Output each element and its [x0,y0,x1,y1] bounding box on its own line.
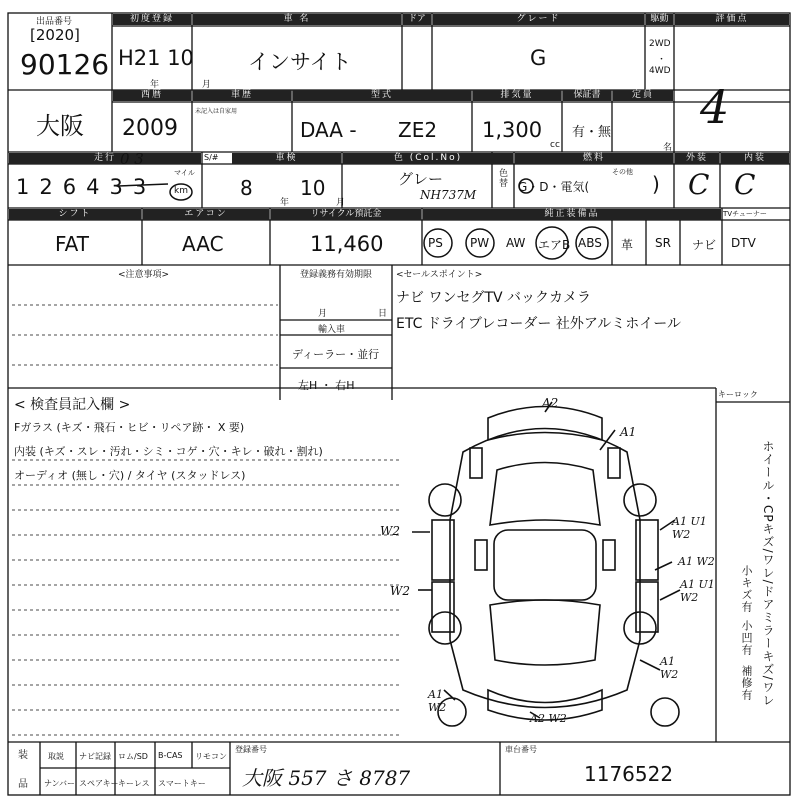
shift: FAT [55,232,90,256]
dealer-label: ディーラー・並行 [292,348,380,361]
shaken-label: 車検 [232,153,341,164]
shaken-year-unit: 年 [280,198,290,208]
mileage-label: 走行 [9,153,201,164]
area: 大阪 [36,112,84,140]
mileage-unit-mile: マイル [174,169,195,177]
equip-dtv: DTV [731,236,756,250]
reg-month: 月 [318,309,328,319]
footer-number: ナンバー [44,779,76,788]
grade-label: グレード [433,14,644,25]
drive-4wd: 4WD [649,66,671,76]
model-year: 2009 [122,116,178,141]
color-change-label: 色替 [497,168,507,188]
first-reg-units: 年 月 [150,80,231,90]
equip-leather: 革 [621,238,634,252]
history-label: 車歴 [193,90,291,101]
keylock-label: キーロック [718,390,758,399]
warranty-value: 有・無 [572,125,612,140]
notes-label: <注意事項> [118,270,170,280]
shaken-prefix: S/# [204,153,219,162]
model-label: 型式 [293,90,471,101]
mileage-unit-km: km [174,186,188,196]
interior-grade: C [734,168,756,201]
equip-aw: AW [506,236,526,250]
displacement-label: 排気量 [473,90,561,101]
plate-number: 大阪 557 さ 8787 [242,766,411,790]
mileage-corrected: 0 3 [120,150,144,168]
shaken-month: 10 [300,176,326,200]
exterior-grade: C [688,168,710,201]
ac-label: エアコン [143,209,269,220]
fuel-label: 燃料 [515,153,673,164]
footer-spare-key: スペアキー [79,779,119,788]
color: グレー [398,170,444,188]
sales-points-label: <セールスポイント> [396,270,483,280]
footer-side-bottom: 品 [18,779,28,790]
footer-navi-record: ナビ記録 [79,752,111,761]
mileage-digits: 126433 [16,175,157,199]
chassis-label: 車台番号 [505,745,537,754]
car-name: インサイト [248,50,352,74]
car-name-label: 車 名 [193,14,401,25]
lot-number: 90126 [20,48,110,81]
mark-right-rear: A1 U1 W2 [680,578,715,604]
side-note: ホイール・CPキズ/ワレ/ドアミラーキズ/ワレ [761,440,775,707]
mark-left-rear-w2: W2 [390,584,410,598]
mark-rear-right: A1 W2 [660,655,679,681]
import-label: 輸入車 [318,325,346,335]
fuel-other: その他 [612,168,633,176]
grade: G [530,46,547,70]
mark-right-front: A1 U1 W2 [672,515,707,541]
shift-label: シフト [9,209,141,220]
reg-day: 日 [378,309,388,319]
first-reg-label: 初度登録 [113,14,191,25]
shaken-year: 8 [240,176,253,200]
color-label: 色 (Col.No) [343,153,513,164]
capacity-unit: 名 [663,143,673,153]
fuel-options: G・D・電気( [518,180,590,194]
model-code: ZE2 [398,118,438,142]
year-bracket: [2020] [30,26,80,44]
lot-number-label: 出品番号 [36,17,73,27]
mark-left-front-w2: W2 [380,524,400,538]
equip-sunroof: SR [655,236,671,250]
mark-rear-left: A1 W2 [428,688,447,714]
equip-navi: ナビ [692,238,717,252]
model-prefix: DAA - [300,118,357,142]
score: 4 [700,80,730,134]
inspector-label: < 検査員記入欄 > [14,397,131,413]
drive-label: 駆動 [646,14,673,25]
plate-label: 登録番号 [235,745,267,754]
sales-line-2: ETC ドライブレコーダー 社外アルミホイール [396,316,682,332]
history-note: 未記入は自家用 [195,108,238,115]
equip-abs: ABS [578,236,602,250]
mark-front-right-a1: A1 [620,425,637,439]
mark-rear-a2: A2 W2 [530,712,567,725]
equip-airbag: エアB [538,238,571,252]
interior-line: 内装 (キズ・スレ・汚れ・シミ・コゲ・穴・キレ・破れ・割れ) [14,445,323,458]
audio-line: オーディオ (無し・穴) / タイヤ (スタッドレス) [14,469,246,482]
footer-bcas: B-CAS [158,751,183,760]
equip-pw: PW [470,236,490,250]
model-year-label: 西暦 [113,90,191,101]
exterior-label: 外装 [675,153,719,164]
first-reg: H21 10 [118,46,194,70]
color-code: NH737M [420,188,477,202]
mark-right-mirror: A1 W2 [678,555,715,568]
footer-remote: リモコン [195,752,227,761]
side-note-4: 補修有 [740,665,753,701]
door-label: ドア [403,14,431,25]
recycle-fee: 11,460 [310,232,384,256]
capacity-label: 定員 [613,90,673,101]
recycle-label: リサイクル預託金 [271,209,421,220]
footer-side-top: 装 [18,750,28,761]
glass-line: Fガラス (キズ・飛石・ヒビ・リペア跡・ X 要) [14,421,245,434]
displacement-unit: cc [550,140,560,150]
footer-smart-key: スマートキー [158,779,206,788]
car-diagram [412,402,680,726]
chassis-number: 1176522 [584,762,674,786]
side-note-2: 小キズ有 [740,565,753,613]
warranty-label: 保証書 [563,90,611,101]
footer-keyless: キーレス [118,779,150,788]
equip-ps: PS [428,236,443,250]
shaken-month-unit: 月 [336,198,346,208]
footer-manual: 取説 [48,752,64,761]
score-label: 評価点 [675,14,789,25]
equipment-label: 純正装備品 [423,209,721,220]
handle-label: 左H ・ 右H [298,379,355,392]
displacement: 1,300 [482,118,543,142]
interior-label: 内装 [721,153,789,164]
fuel-close: ) [652,172,660,196]
auction-sheet: 出品番号 [2020] 90126 初度登録 H21 10 年 月 車 名 インサイト ドア グレード G 駆動 2WD ・ 4WD 評価点 4 大阪 西暦 2009 車歴 未記入は自家用 型式 DAA - ZE2 排気量 1,300 cc 保証書 有・無 定員 名 走行 0 3 126433 マイル km S/# 車検 8 年 10 月 色 (Col.No) グレー NH737M 色替 燃料 G・D・電気( その他 ) 外装 C 内装 C シフト FAT エアコン AAC リサイクル預託金 11,460 純正装備品 TVチューナー PS PW AW エアB ABS 革 SR ナビ DTV <注意事項> 登録義務有効期限 月 日 輸入車 ディーラー・並行 左H ・ 右H <セールスポイント> ナビ ワンセグTV バックカメラ ETC ドライブレコーダー 社外アルミホイール < 検査員記入欄 > キーロック Fガラス (キズ・飛石・ヒビ・リペア跡・ X 要) 内装 (キズ・スレ・汚れ・シミ・コゲ・穴・キレ・破れ・割れ) オーディオ (無し・穴) / タイヤ (スタッドレス) ホイール・CPキズ/ワレ/ドアミラーキズ/ワレ 小キズ有 小凹有 補修有 A2 A1 W2 W2 A1 U1 W2 A1 W2 A1 U1 W2 A1 W2 A1 W2 A2 W2 装 品 取説 ナビ記録 ロム/SD B-CAS リモコン ナンバー スペアキー キーレス スマートキー 登録番号 大阪 557 さ 8787 車台番号 1176522 [0,0,800,800]
sales-line-1: ナビ ワンセグTV バックカメラ [396,290,592,306]
footer-rom-sd: ロム/SD [118,752,148,761]
reg-expiry-label: 登録義務有効期限 [300,270,373,280]
ac: AAC [182,232,224,256]
drive-2wd: 2WD [649,39,671,49]
side-note-3: 小凹有 [740,620,753,656]
tuner-label: TVチューナー [723,210,767,218]
mark-front-a2: A2 [542,396,559,410]
